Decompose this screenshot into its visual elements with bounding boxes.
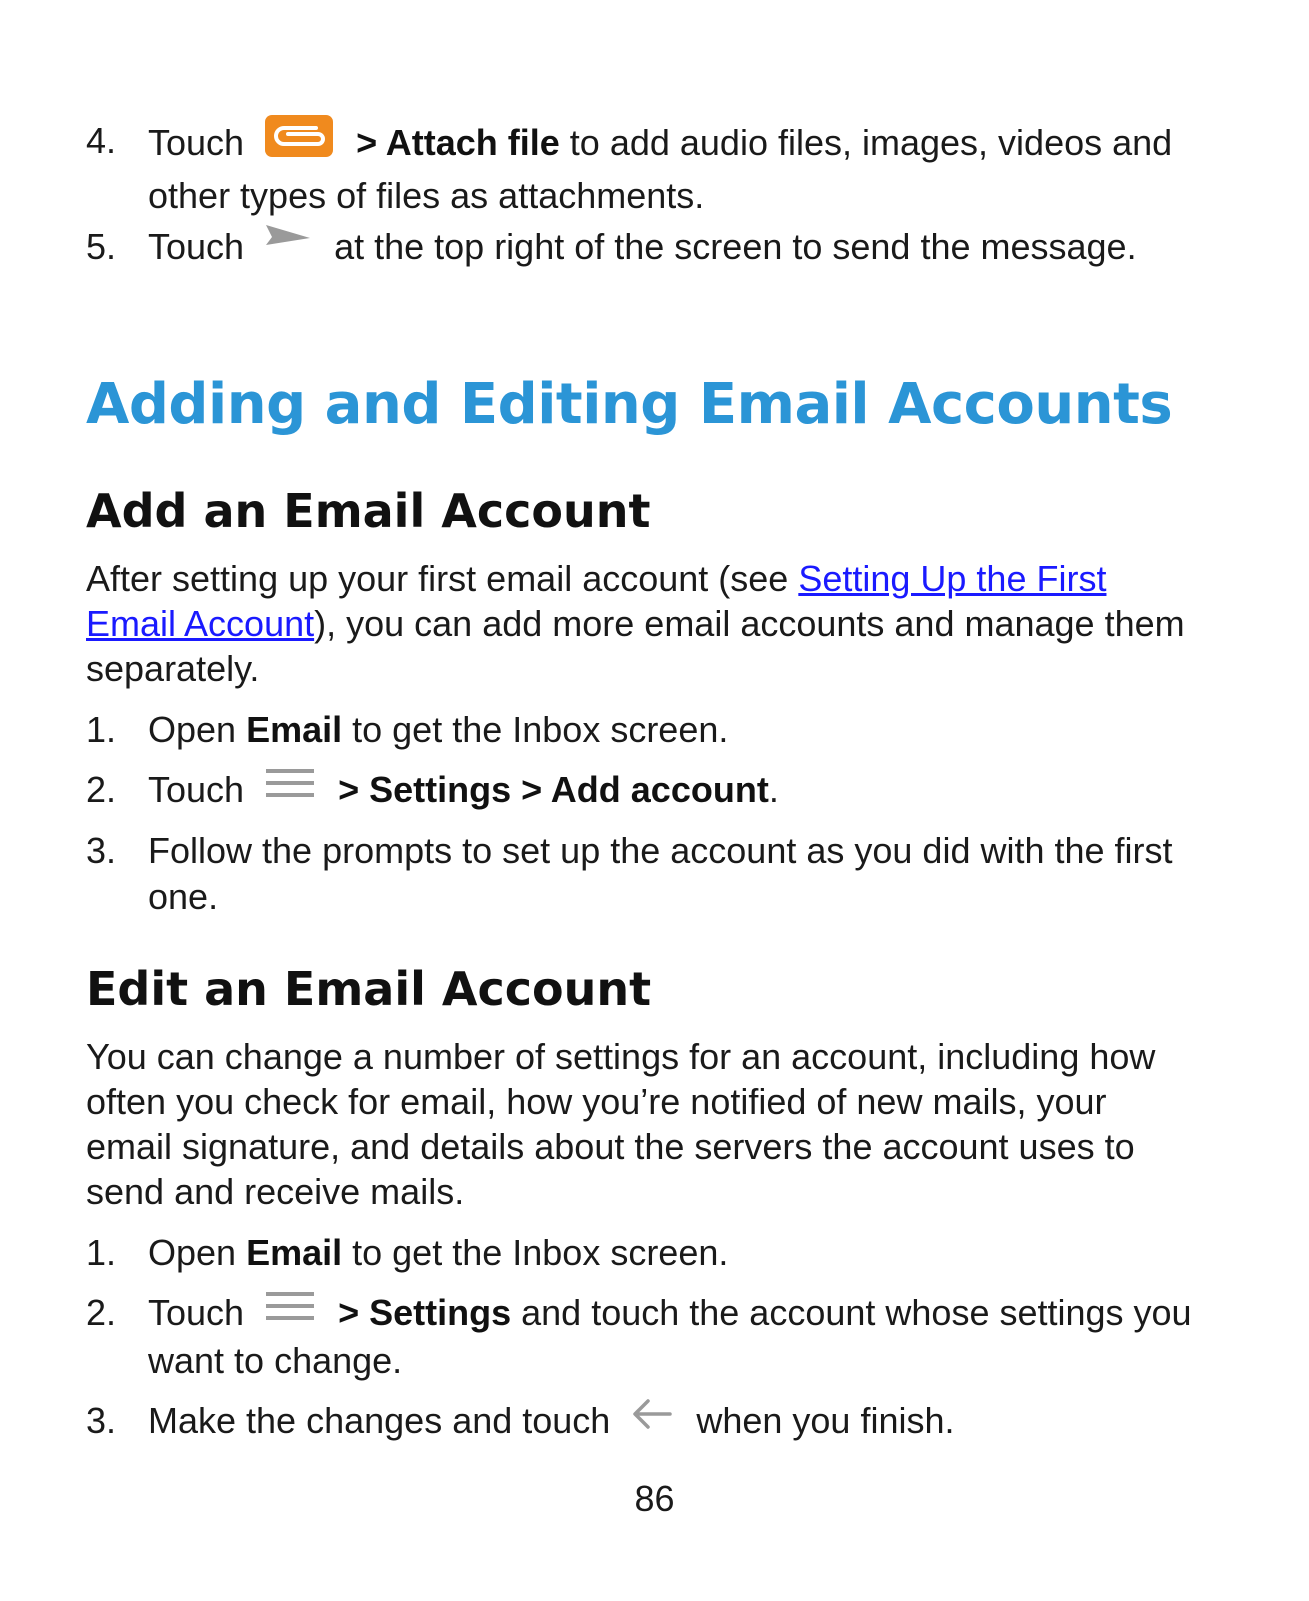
list-number: 1. <box>86 709 117 750</box>
list-text: to get the Inbox screen. <box>342 1232 729 1273</box>
list-text: when you finish. <box>696 1400 955 1441</box>
list-number: 4. <box>86 120 117 161</box>
list-item <box>86 224 1196 272</box>
list-item <box>86 707 1196 753</box>
list-item <box>86 767 1196 815</box>
list-number: 2. <box>86 1292 117 1333</box>
list-number: 5. <box>86 226 117 267</box>
add-account-intro <box>86 556 1196 691</box>
list-text: . <box>768 769 779 810</box>
list-text: Touch <box>148 226 245 267</box>
list-item <box>86 118 1196 219</box>
back-arrow-icon <box>630 1396 674 1443</box>
attach-file-label: > Attach file <box>356 122 560 164</box>
attach-clip-icon <box>264 114 334 169</box>
page-number: 86 <box>634 1478 675 1519</box>
list-item <box>86 1290 1196 1384</box>
send-arrow-icon <box>264 222 312 268</box>
list-text: Touch <box>148 769 245 810</box>
list-text: Touch <box>148 122 245 164</box>
add-account-heading: Add an Email Account <box>86 484 651 538</box>
intro-text: ), you can add more email accounts and manage them separately. <box>86 603 1185 689</box>
list-text: to add audio files, images, videos and other types of files as attachments. <box>148 122 1173 216</box>
list-text: and touch the account whose settings you want to change. <box>148 1292 1192 1382</box>
email-app-label: Email <box>246 1232 343 1273</box>
section-title: Adding and Editing Email Accounts <box>86 372 1173 437</box>
list-text: at the top right of the screen to send the message. <box>334 226 1137 267</box>
list-number: 2. <box>86 769 117 810</box>
list-number: 3. <box>86 1400 117 1441</box>
list-number: 3. <box>86 830 117 871</box>
list-item <box>86 1398 1196 1447</box>
list-text: Open <box>148 1232 247 1273</box>
list-text: Open <box>148 709 247 750</box>
list-item <box>86 1230 1196 1276</box>
list-text: to get the Inbox screen. <box>342 709 729 750</box>
list-text: Touch <box>148 1292 245 1333</box>
menu-icon <box>264 1288 316 1334</box>
list-text: Follow the prompts to set up the account as you did with the first one. <box>148 830 1173 917</box>
edit-account-intro: You can change a number of settings for an account, including how often you check for email, how you’re notified of new mails, your email signature, and details about the servers the account uses to send and receive mails. <box>86 1036 1156 1212</box>
edit-account-heading: Edit an Email Account <box>86 962 652 1016</box>
intro-text: After setting up your first email account (see <box>86 558 799 599</box>
settings-add-account-label: > Settings > Add account <box>338 769 769 810</box>
setting-up-first-account-link[interactable]: Setting Up the First Email Account <box>86 558 1107 644</box>
list-number: 1. <box>86 1232 117 1273</box>
list-text: Make the changes and touch <box>148 1400 611 1441</box>
menu-icon <box>264 765 316 811</box>
email-app-label: Email <box>246 709 343 750</box>
settings-label: > Settings <box>338 1292 512 1333</box>
list-item <box>86 828 1196 920</box>
